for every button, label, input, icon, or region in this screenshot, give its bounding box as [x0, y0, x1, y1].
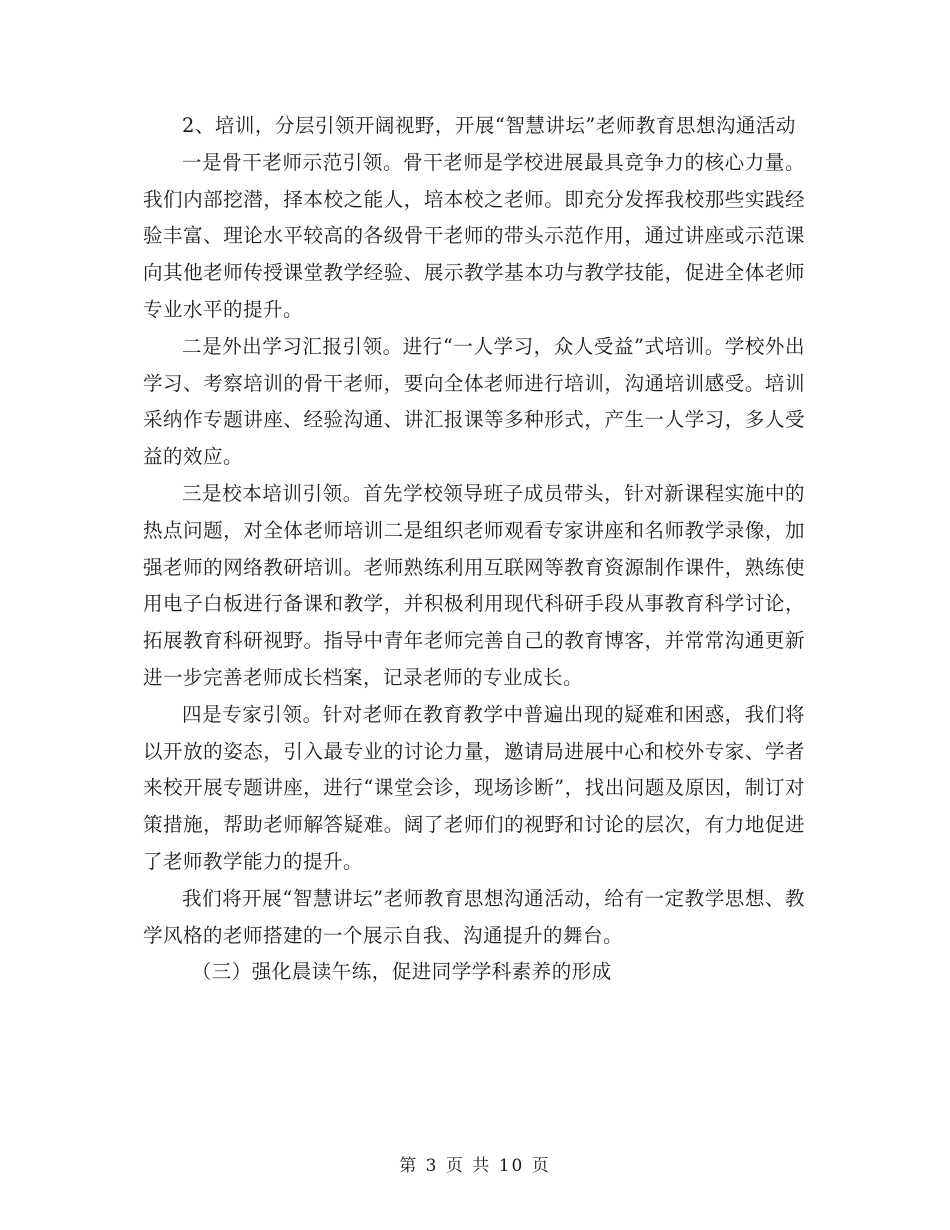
paragraph-school-training: 三是校本培训引领。首先学校领导班子成员带头，针对新课程实施中的热点问题，对全体老师培训二是组织老师观看专家讲座和名师教学录像，加强老师的网络教研培训。老师熟练利用互联网等教育资源制作课件，熟练使用电子白板进行备课和教学，并积极利用现代科研手段从事教育科学讨论，拓展教育科研视野。指导中青年老师完善自己的教育博客，并常常沟通更新进一步完善老师成长档案，记录老师的专业成长。: [143, 481, 805, 689]
document-body: [143, 108, 805, 991]
subheading-morning-reading: （三）强化晨读午练，促进同学学科素养的形成: [191, 960, 612, 984]
paragraph-expert-guidance: 四是专家引领。针对老师在教育教学中普遍出现的疑难和困惑，我们将以开放的姿态，引入最专业的讨论力量，邀请局进展中心和校外专家、学者来校开展专题讲座，进行“课堂会诊，现场诊断”，找出问题及原因，制订对策措施，帮助老师解答疑难。阔了老师们的视野和讨论的层次，有力地促进了老师教学能力的提升。: [143, 702, 805, 873]
page-number-footer: 第 3 页 共 10 页: [399, 1156, 551, 1176]
paragraph-backbone-teachers: 一是骨干老师示范引领。骨干老师是学校进展最具竞争力的核心力量。我们内部挖潜，择本校之能人，培本校之老师。即充分发挥我校那些实践经验丰富、理论水平较高的各级骨干老师的带头示范作用，通过讲座或示范课向其他老师传授课堂教学经验、展示教学基本功与教学技能，促进全体老师专业水平的提升。: [143, 150, 805, 321]
section-heading-training: 2、培训，分层引领开阔视野，开展“智慧讲坛”老师教育思想沟通活动: [182, 114, 796, 137]
paragraph-external-study: 二是外出学习汇报引领。进行“一人学习，众人受益”式培训。学校外出学习、考察培训的骨干老师，要向全体老师进行培训，沟通培训感受。培训采纳作专题讲座、经验沟通、讲汇报课等多种形式，产生一人学习，多人受益的效应。: [143, 334, 805, 469]
paragraph-wisdom-forum: 我们将开展“智慧讲坛”老师教育思想沟通活动，给有一定教学思想、教学风格的老师搭建的一个展示自我、沟通提升的舞台。: [143, 886, 805, 947]
